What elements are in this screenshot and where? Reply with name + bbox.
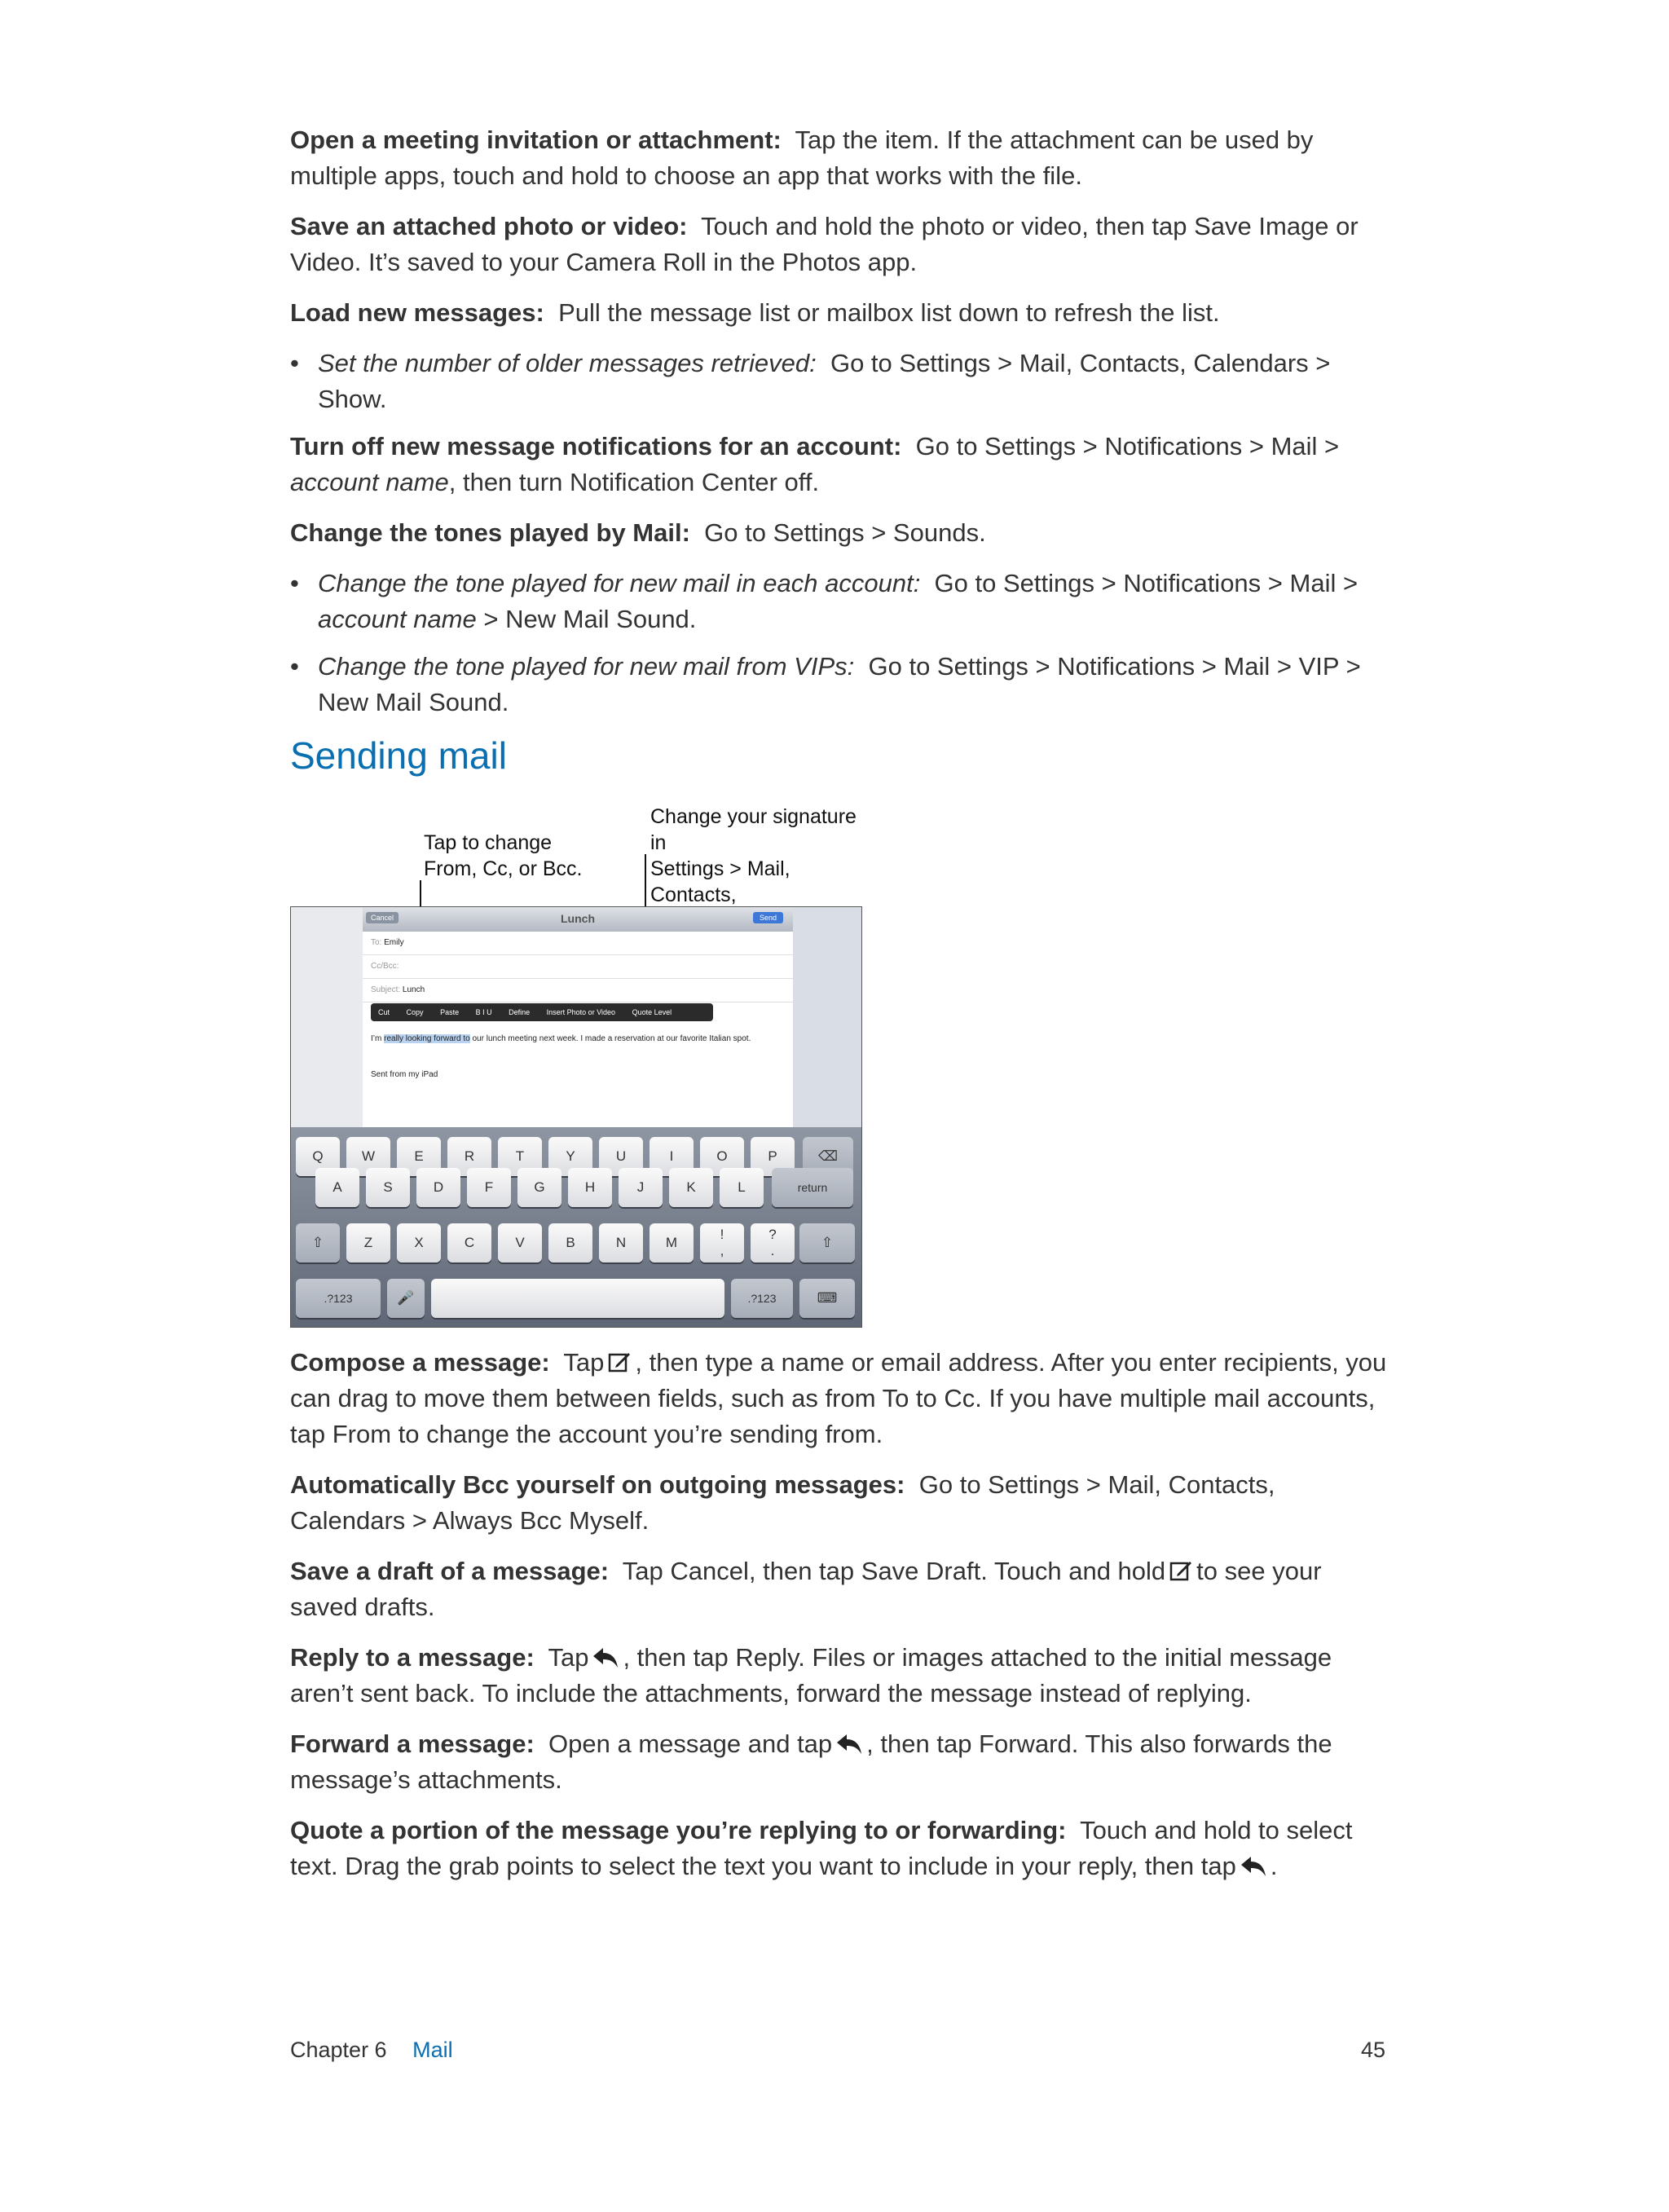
entry-forward: Forward a message: Open a message and tap , then tap Forward. This also forwards the message’s attachments. (290, 1730, 1332, 1794)
key-b[interactable]: B (548, 1223, 592, 1262)
entry-quote: Quote a portion of the message you’re replying to or forwarding: Touch and hold to select text. Drag the grab points to select the text you want to include in your reply, then tap . (290, 1816, 1353, 1880)
key-?.[interactable]: ? . (751, 1223, 795, 1262)
return-key[interactable]: return (772, 1168, 853, 1207)
section-title: Sending mail (290, 734, 507, 777)
compose-icon (607, 1350, 632, 1374)
key-w[interactable]: W (346, 1137, 390, 1176)
key-x[interactable]: X (397, 1223, 441, 1262)
key-g[interactable]: G (517, 1168, 561, 1207)
key-a[interactable]: A (315, 1168, 359, 1207)
menu-biu[interactable]: B I U (475, 1008, 492, 1016)
shift-right-icon[interactable]: ⇧ (799, 1223, 855, 1262)
bullet-tone-each-account: • Change the tone played for new mail in each account: Go to Settings > Notifications > Mail > account name > New Mail Sound. (290, 566, 1390, 637)
menu-copy[interactable]: Copy (406, 1008, 424, 1016)
key-e[interactable]: E (397, 1137, 441, 1176)
shift-left-icon[interactable]: ⇧ (296, 1223, 340, 1262)
page-number: 45 (1360, 2038, 1385, 2062)
key-m[interactable]: M (650, 1223, 694, 1262)
entry-reply: Reply to a message: Tap , then tap Reply. Files or images attached to the initial message aren’t sent back. To include the attachments, forward the message instead of replying. (290, 1643, 1332, 1707)
compose-title: Lunch (561, 912, 595, 925)
menu-quote-level[interactable]: Quote Level (632, 1008, 672, 1016)
bullet-dot: • (290, 652, 299, 681)
menu-paste[interactable]: Paste (440, 1008, 460, 1016)
key-t[interactable]: T (498, 1137, 542, 1176)
page-footer (290, 2038, 1385, 2063)
compose-sheet (363, 907, 793, 1127)
message-list-pane (291, 907, 369, 1127)
backspace-icon[interactable]: ⌫ (803, 1137, 853, 1176)
key-j[interactable]: J (619, 1168, 663, 1207)
entry-change-tones: Change the tones played by Mail: Go to Settings > Sounds. (290, 518, 986, 547)
key-p[interactable]: P (751, 1137, 795, 1176)
menu-define[interactable]: Define (509, 1008, 531, 1016)
entry-load-messages: Load new messages: Pull the message list or mailbox list down to refresh the list. (290, 298, 1220, 327)
cc-bcc-field[interactable]: Cc/Bcc: (363, 955, 793, 979)
reply-arrow-icon (592, 1646, 619, 1669)
entry-open-attachment: Open a meeting invitation or attachment: Tap the item. If the attachment can be used by multiple apps, touch and hold to choose an app that works with the file. (290, 126, 1314, 190)
compose-icon (1169, 1558, 1193, 1583)
numbers-key-right[interactable]: .?123 (731, 1279, 793, 1318)
keyboard-hide-icon[interactable]: ⌨ (799, 1279, 855, 1318)
sending-mail-figure (290, 799, 861, 1329)
key-c[interactable]: C (447, 1223, 491, 1262)
key-l[interactable]: L (720, 1168, 764, 1207)
reply-arrow-icon (835, 1733, 863, 1756)
entry-turn-off-notifications: Turn off new message notifications for an account: Go to Settings > Notifications > Mail > account name, then turn Notification Center off. (290, 432, 1340, 496)
bullet-dot: • (290, 349, 299, 377)
key-h[interactable]: H (568, 1168, 612, 1207)
space-bar[interactable] (431, 1279, 724, 1318)
key-u[interactable]: U (599, 1137, 643, 1176)
menu-cut[interactable]: Cut (378, 1008, 390, 1016)
signature: Sent from my iPad (371, 1070, 438, 1079)
lower-content (290, 1345, 1390, 1899)
selected-text: really looking forward to (384, 1034, 470, 1043)
key-z[interactable]: Z (346, 1223, 390, 1262)
callout-from-cc-bcc: Tap to change From, Cc, or Bcc. (424, 831, 583, 880)
send-button[interactable]: Send (753, 912, 783, 923)
chapter-label: Chapter 6 (290, 2038, 387, 2062)
key-f[interactable]: F (467, 1168, 511, 1207)
key-q[interactable]: Q (296, 1137, 340, 1176)
reply-arrow-icon (1240, 1855, 1267, 1878)
key-i[interactable]: I (650, 1137, 694, 1176)
key-y[interactable]: Y (548, 1137, 592, 1176)
entry-bcc: Automatically Bcc yourself on outgoing messages: Go to Settings > Mail, Contacts, Calendars > Always Bcc Myself. (290, 1470, 1275, 1535)
entry-save-photo: Save an attached photo or video: Touch and hold the photo or video, then tap Save Image or Video. It’s saved to your Camera Roll in the Photos app. (290, 212, 1359, 276)
edit-menu (371, 1003, 713, 1021)
compose-header (363, 907, 793, 932)
ipad-compose-screenshot (290, 906, 862, 1328)
entry-draft: Save a draft of a message: Tap Cancel, then tap Save Draft. Touch and hold to see your saved drafts. (290, 1557, 1322, 1621)
bullet-dot: • (290, 569, 299, 597)
key-!,[interactable]: ! , (700, 1223, 744, 1262)
callout-signature: Change your signature in Settings > Mail, Contacts, (650, 805, 857, 906)
entry-compose: Compose a message: Tap , then type a name or email address. After you enter recipients, you can drag to move them between fields, such as from To to Cc. If you have multiple mail accounts, tap From to change the account you’re sending from. (290, 1348, 1387, 1448)
numbers-key[interactable]: .?123 (296, 1279, 381, 1318)
subject-field[interactable]: Subject: Lunch (363, 979, 793, 1002)
key-n[interactable]: N (599, 1223, 643, 1262)
message-body[interactable]: I’m really looking forward to our lunch meeting next week. I made a reservation at our favorite Italian spot. (371, 1034, 751, 1043)
key-s[interactable]: S (366, 1168, 410, 1207)
key-v[interactable]: V (498, 1223, 542, 1262)
chapter-name-link[interactable]: Mail (412, 2038, 453, 2062)
key-k[interactable]: K (669, 1168, 713, 1207)
microphone-icon[interactable]: 🎤 (387, 1279, 425, 1318)
top-content (290, 122, 1390, 732)
key-d[interactable]: D (416, 1168, 460, 1207)
cancel-button[interactable]: Cancel (366, 912, 399, 923)
bullet-tone-vips: • Change the tone played for new mail from VIPs: Go to Settings > Notifications > Mail > VIP > New Mail Sound. (290, 649, 1390, 720)
key-o[interactable]: O (700, 1137, 744, 1176)
menu-insert-photo[interactable]: Insert Photo or Video (546, 1008, 616, 1016)
key-r[interactable]: R (447, 1137, 491, 1176)
bullet-older-messages: • Set the number of older messages retrieved: Go to Settings > Mail, Contacts, Calendars > Show. (290, 346, 1390, 417)
to-field[interactable]: To: Emily (363, 932, 793, 955)
onscreen-keyboard (291, 1127, 861, 1327)
message-detail-pane (790, 907, 861, 1127)
